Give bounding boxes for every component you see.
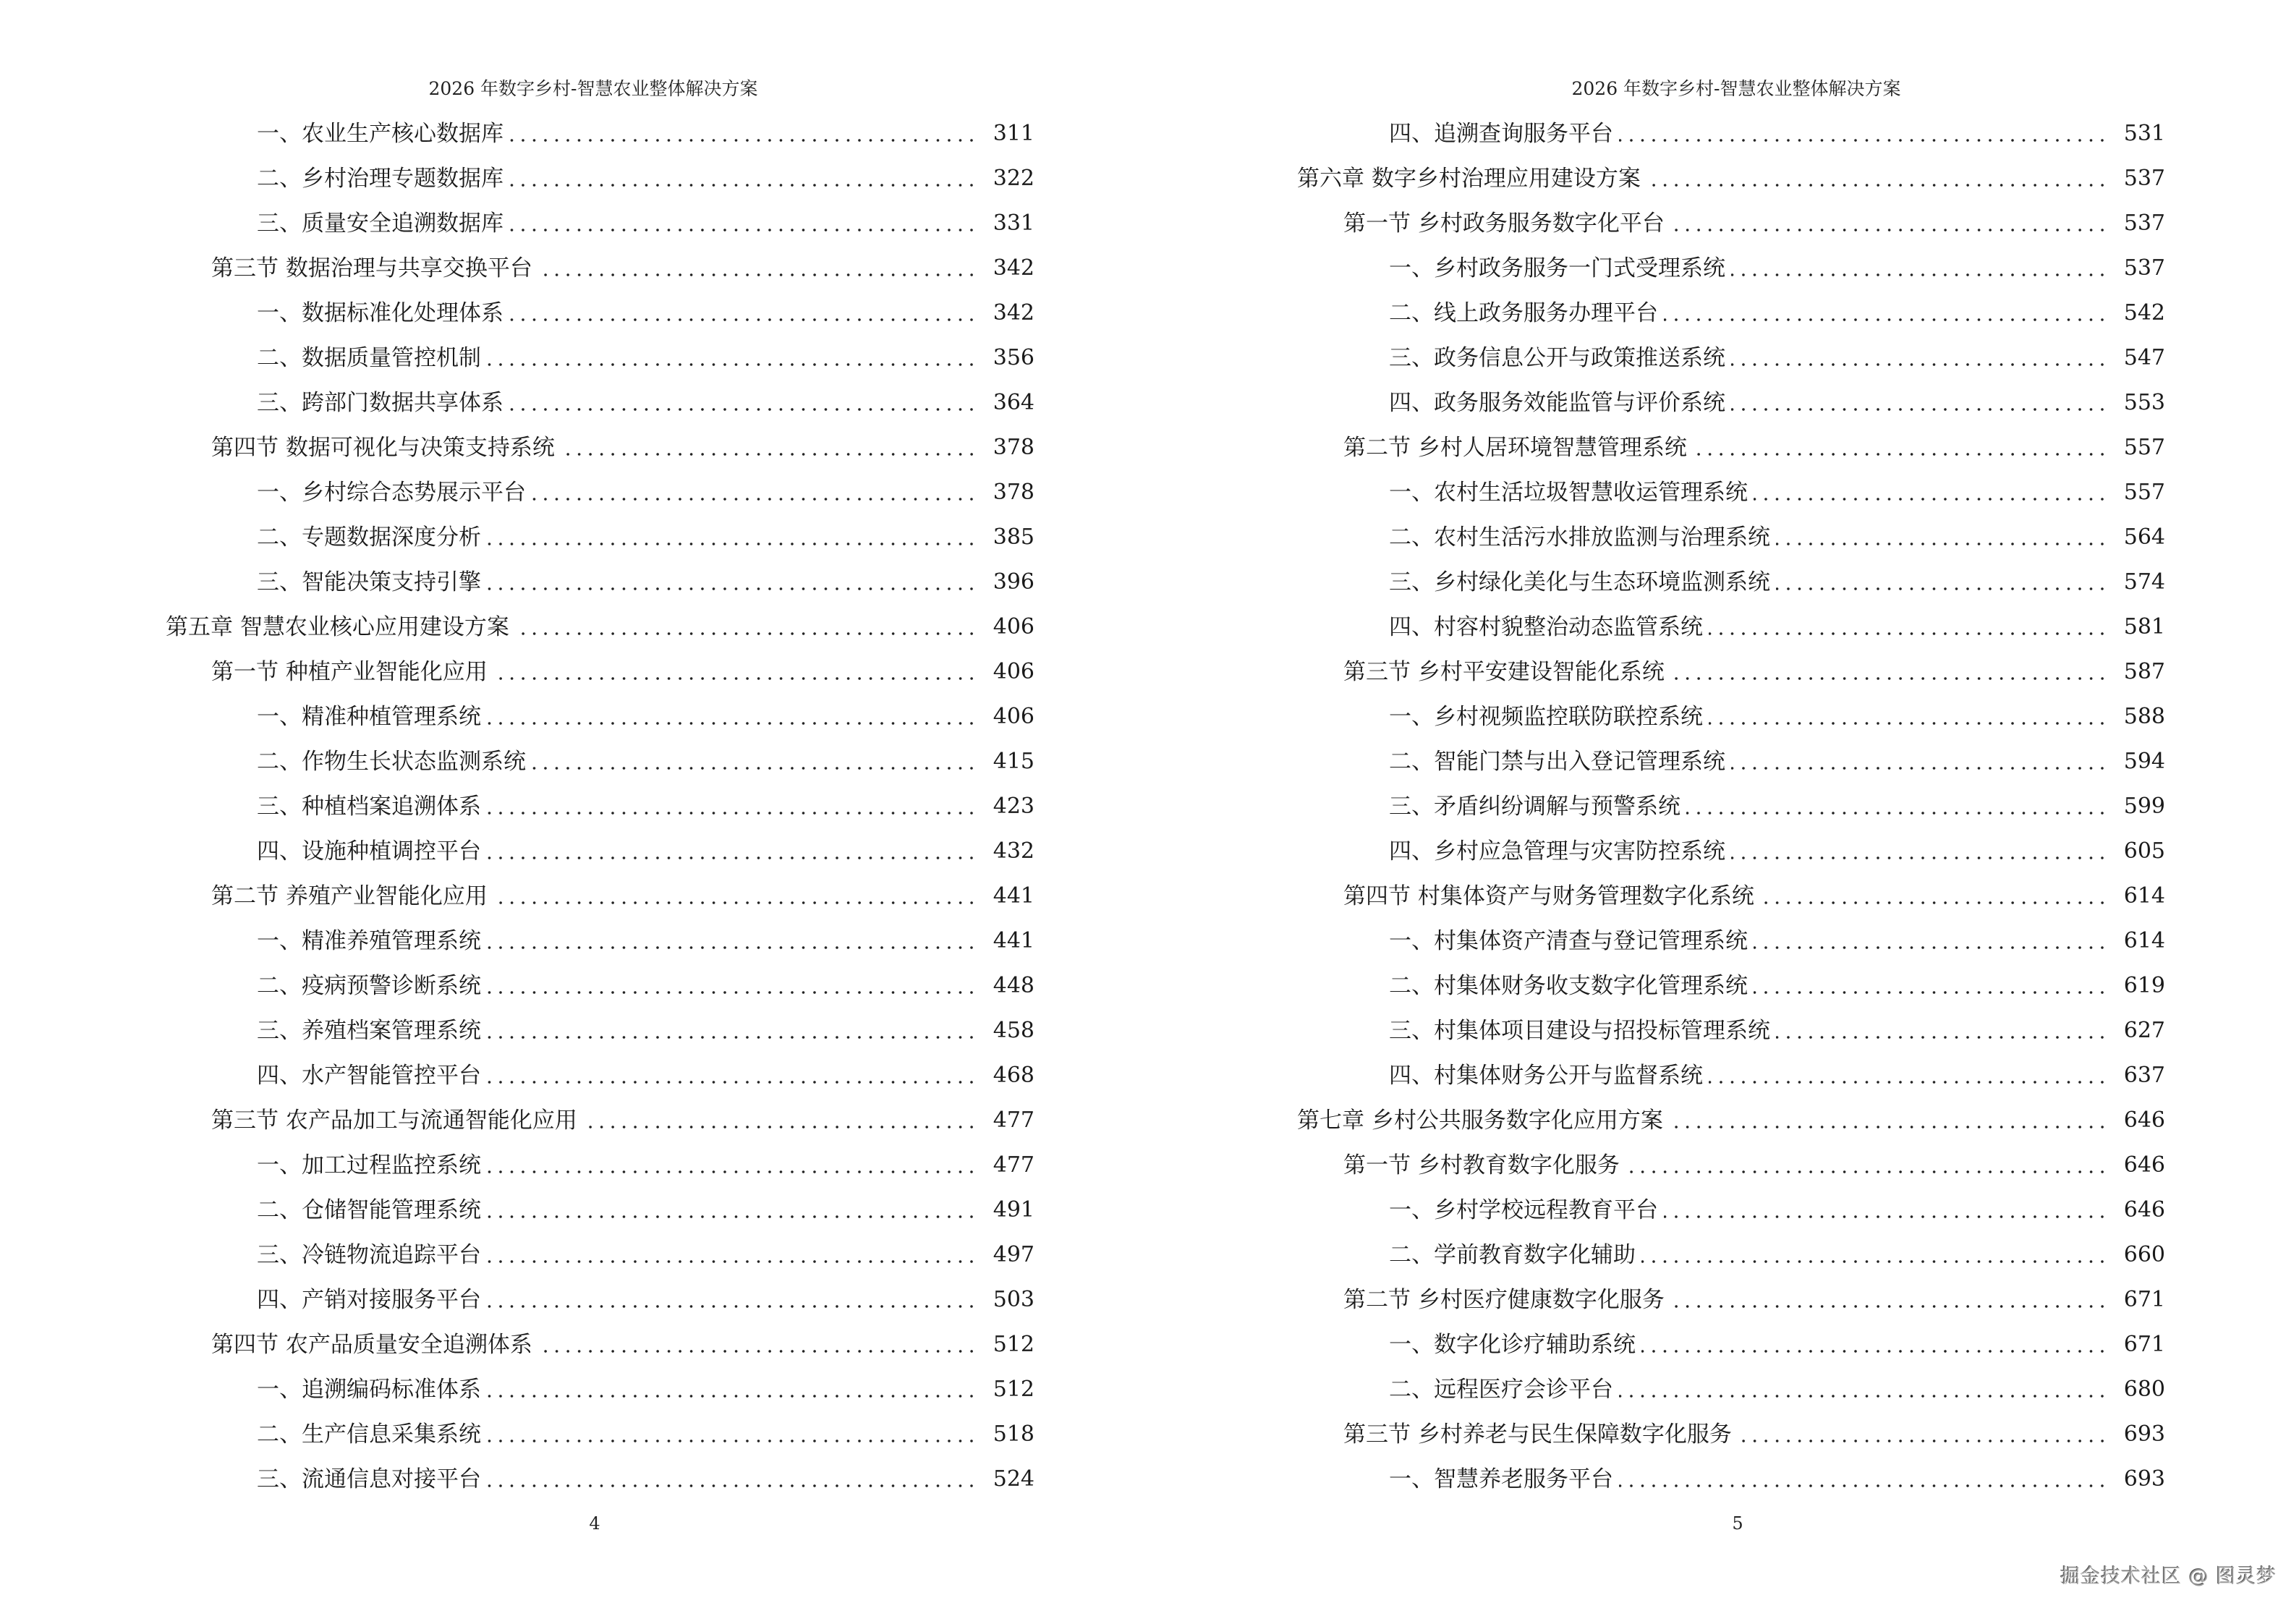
toc-entry-title: 四、乡村应急管理与灾害防控系统: [1389, 838, 1725, 864]
dot-leader: [487, 344, 977, 373]
dot-leader: [487, 927, 977, 956]
dot-leader: [1686, 792, 2108, 821]
toc-entry-item[interactable]: [1389, 739, 2165, 784]
toc-entry-section[interactable]: [1343, 874, 2165, 919]
dot-leader: [487, 1151, 977, 1180]
toc-entry-title: 一、乡村学校远程教育平台: [1389, 1197, 1658, 1223]
toc-entry-page-number: 497: [993, 1242, 1034, 1267]
toc-entry-item[interactable]: [1389, 515, 2165, 560]
toc-entry-item[interactable]: [1389, 784, 2165, 829]
dot-leader: [1754, 972, 2108, 1000]
toc-entry-item[interactable]: [257, 739, 1034, 784]
toc-entry-item[interactable]: [257, 1367, 1034, 1412]
toc-entry-page-number: 512: [993, 1377, 1034, 1402]
dot-leader: [1731, 388, 2108, 417]
toc-entry-page-number: 680: [2123, 1377, 2165, 1402]
dot-leader: [487, 523, 977, 552]
page-number: 4: [589, 1513, 600, 1534]
dot-leader: [583, 1106, 977, 1135]
dot-leader: [1619, 119, 2108, 148]
toc-entry-page-number: 693: [2123, 1466, 2165, 1492]
dot-leader: [493, 658, 977, 686]
toc-entry-item[interactable]: [1389, 1322, 2165, 1367]
toc-entry-title: 第一节 种植产业智能化应用: [211, 659, 488, 685]
dot-leader: [487, 972, 977, 1000]
dot-leader: [538, 254, 977, 283]
toc-entry-page-number: 356: [993, 345, 1034, 370]
dot-leader: [487, 837, 977, 866]
toc-entry-title: 第三节 数据治理与共享交换平台: [211, 255, 532, 281]
dot-leader: [1670, 1285, 2108, 1314]
toc-entry-page-number: 637: [2123, 1063, 2165, 1088]
toc-entry-item[interactable]: [1389, 829, 2165, 874]
toc-list: [1143, 0, 2286, 1624]
toc-entry-page-number: 406: [993, 614, 1034, 639]
toc-entry-item[interactable]: [1389, 336, 2165, 381]
watermark: 掘金技术社区 @ 图灵梦: [2060, 1565, 2277, 1588]
toc-entry-page-number: 448: [993, 973, 1034, 998]
toc-entry-title: 一、数字化诊疗辅助系统: [1389, 1332, 1636, 1358]
toc-entry-page-number: 574: [2123, 569, 2165, 595]
toc-entry-page-number: 537: [2123, 255, 2165, 281]
toc-entry-page-number: 477: [993, 1152, 1034, 1178]
toc-entry-title: 三、质量安全追溯数据库: [257, 211, 503, 237]
toc-entry-page-number: 557: [2123, 480, 2165, 505]
page-number: 5: [1732, 1513, 1743, 1534]
toc-entry-item[interactable]: [1389, 470, 2165, 515]
toc-entry-page-number: 547: [2123, 345, 2165, 370]
toc-entry-item[interactable]: [1389, 1053, 2165, 1098]
toc-entry-item[interactable]: [1389, 111, 2165, 156]
toc-entry-section[interactable]: [211, 650, 1034, 694]
toc-entry-title: 三、矛盾纠纷调解与预警系统: [1389, 794, 1680, 820]
toc-entry-page-number: 432: [993, 838, 1034, 864]
toc-entry-item[interactable]: [1389, 694, 2165, 739]
dot-leader: [1754, 927, 2108, 956]
dot-leader: [515, 613, 977, 642]
toc-entry-title: 一、乡村综合态势展示平台: [257, 480, 526, 506]
toc-entry-title: 二、线上政务服务办理平台: [1389, 300, 1658, 326]
toc-entry-item[interactable]: [257, 829, 1034, 874]
toc-entry-title: 二、村集体财务收支数字化管理系统: [1389, 973, 1748, 999]
running-header: 2026 年数字乡村-智慧农业整体解决方案: [1571, 78, 1901, 99]
dot-leader: [538, 1330, 977, 1359]
toc-entry-title: 一、农业生产核心数据库: [257, 121, 503, 147]
toc-entry-title: 第四节 村集体资产与财务管理数字化系统: [1343, 883, 1754, 909]
toc-entry-section[interactable]: [1343, 425, 2165, 470]
toc-entry-item[interactable]: [257, 919, 1034, 964]
dot-leader: [1619, 1465, 2108, 1494]
toc-entry-item[interactable]: [257, 1277, 1034, 1322]
toc-entry-item[interactable]: [257, 1412, 1034, 1457]
dot-leader: [1619, 1375, 2108, 1404]
toc-entry-item[interactable]: [1389, 964, 2165, 1008]
toc-entry-page-number: 619: [2123, 973, 2165, 998]
toc-entry-page-number: 512: [993, 1332, 1034, 1357]
toc-entry-title: 四、村容村貌整治动态监管系统: [1389, 614, 1703, 640]
toc-entry-page-number: 614: [2123, 928, 2165, 953]
dot-leader: [1670, 658, 2108, 686]
dot-leader: [487, 1375, 977, 1404]
toc-entry-item[interactable]: [257, 694, 1034, 739]
toc-entry-item[interactable]: [257, 1457, 1034, 1502]
toc-entry-title: 四、产销对接服务平台: [257, 1287, 481, 1313]
toc-entry-item[interactable]: [257, 111, 1034, 156]
toc-entry-page-number: 415: [993, 749, 1034, 774]
toc-entry-title: 第一节 乡村政务服务数字化平台: [1343, 211, 1665, 237]
toc-entry-page-number: 537: [2123, 166, 2165, 191]
toc-entry-page-number: 458: [993, 1018, 1034, 1043]
toc-entry-item[interactable]: [257, 1053, 1034, 1098]
toc-entry-page-number: 406: [993, 659, 1034, 684]
toc-entry-title: 四、村集体财务公开与监督系统: [1389, 1063, 1703, 1089]
toc-entry-title: 三、乡村绿化美化与生态环境监测系统: [1389, 569, 1770, 595]
toc-entry-page-number: 311: [993, 121, 1034, 146]
toc-entry-page-number: 605: [2123, 838, 2165, 864]
dot-leader: [487, 1196, 977, 1225]
toc-entry-title: 二、远程医疗会诊平台: [1389, 1377, 1613, 1403]
toc-entry-title: 二、仓储智能管理系统: [257, 1197, 481, 1223]
toc-entry-section[interactable]: [1343, 650, 2165, 694]
toc-entry-title: 三、政务信息公开与政策推送系统: [1389, 345, 1725, 371]
toc-entry-title: 一、精准养殖管理系统: [257, 928, 481, 954]
dot-leader: [1709, 1061, 2108, 1090]
toc-entry-page-number: 406: [993, 704, 1034, 729]
toc-entry-page-number: 614: [2123, 883, 2165, 909]
toc-entry-page-number: 364: [993, 390, 1034, 415]
toc-entry-title: 一、乡村视频监控联防联控系统: [1389, 704, 1703, 730]
toc-entry-page-number: 594: [2123, 749, 2165, 774]
toc-entry-page-number: 537: [2123, 211, 2165, 236]
toc-entry-page-number: 587: [2123, 659, 2165, 684]
dot-leader: [493, 882, 977, 911]
dot-leader: [1641, 1241, 2108, 1270]
toc-entry-chapter[interactable]: [1297, 156, 2165, 201]
toc-entry-page-number: 693: [2123, 1421, 2165, 1447]
toc-entry-title: 四、追溯查询服务平台: [1389, 121, 1613, 147]
toc-entry-title: 二、乡村治理专题数据库: [257, 166, 503, 192]
toc-entry-title: 第四节 数据可视化与决策支持系统: [211, 435, 555, 461]
toc-entry-title: 四、政务服务效能监管与评价系统: [1389, 390, 1725, 416]
dot-leader: [1760, 882, 2108, 911]
toc-entry-chapter[interactable]: [1297, 1098, 2165, 1143]
toc-entry-title: 一、加工过程监控系统: [257, 1152, 481, 1178]
toc-entry-title: 第二节 养殖产业智能化应用: [211, 883, 488, 909]
toc-entry-title: 二、生产信息采集系统: [257, 1421, 481, 1447]
toc-entry-item[interactable]: [257, 156, 1034, 201]
toc-entry-title: 一、数据标准化处理体系: [257, 300, 503, 326]
toc-entry-page-number: 378: [993, 480, 1034, 505]
toc-entry-section[interactable]: [1343, 1143, 2165, 1188]
dot-leader: [487, 1061, 977, 1090]
toc-page-right: [1143, 0, 2286, 1624]
toc-entry-item[interactable]: [1389, 605, 2165, 650]
toc-entry-page-number: 331: [993, 211, 1034, 236]
toc-entry-page-number: 660: [2123, 1242, 2165, 1267]
toc-entry-item[interactable]: [1389, 919, 2165, 964]
toc-entry-title: 第三节 乡村养老与民生保障数字化服务: [1343, 1421, 1732, 1447]
toc-entry-title: 第二节 乡村人居环境智慧管理系统: [1343, 435, 1687, 461]
toc-entry-item[interactable]: [1389, 1367, 2165, 1412]
toc-entry-page-number: 646: [2123, 1108, 2165, 1133]
toc-entry-title: 第六章 数字乡村治理应用建设方案: [1297, 166, 1641, 192]
toc-entry-page-number: 627: [2123, 1018, 2165, 1043]
toc-entry-item[interactable]: [257, 560, 1034, 605]
toc-entry-item[interactable]: [257, 381, 1034, 425]
toc-entry-title: 第一节 乡村教育数字化服务: [1343, 1152, 1620, 1178]
toc-entry-section[interactable]: [1343, 1277, 2165, 1322]
toc-entry-page-number: 322: [993, 166, 1034, 191]
toc-entry-page-number: 423: [993, 794, 1034, 819]
toc-entry-section[interactable]: [211, 425, 1034, 470]
dot-leader: [509, 299, 977, 328]
toc-entry-page-number: 385: [993, 524, 1034, 550]
dot-leader: [532, 478, 977, 507]
toc-entry-page-number: 468: [993, 1063, 1034, 1088]
toc-entry-item[interactable]: [257, 291, 1034, 336]
toc-entry-page-number: 477: [993, 1108, 1034, 1133]
toc-entry-title: 三、村集体项目建设与招投标管理系统: [1389, 1018, 1770, 1044]
toc-entry-page-number: 553: [2123, 390, 2165, 415]
toc-entry-title: 第七章 乡村公共服务数字化应用方案: [1297, 1108, 1663, 1134]
toc-entry-item[interactable]: [1389, 1457, 2165, 1502]
dot-leader: [1669, 1106, 2108, 1135]
toc-entry-item[interactable]: [257, 1233, 1034, 1277]
dot-leader: [487, 1465, 977, 1494]
dot-leader: [1731, 837, 2108, 866]
dot-leader: [1754, 478, 2108, 507]
toc-entry-page-number: 378: [993, 435, 1034, 460]
toc-entry-chapter[interactable]: [166, 605, 1034, 650]
toc-entry-item[interactable]: [257, 1188, 1034, 1233]
dot-leader: [1664, 1196, 2108, 1225]
toc-entry-item[interactable]: [1389, 381, 2165, 425]
toc-entry-page-number: 646: [2123, 1197, 2165, 1223]
toc-entry-title: 第三节 乡村平安建设智能化系统: [1343, 659, 1665, 685]
toc-entry-title: 二、数据质量管控机制: [257, 345, 481, 371]
toc-entry-item[interactable]: [257, 1008, 1034, 1053]
dot-leader: [509, 388, 977, 417]
toc-entry-page-number: 646: [2123, 1152, 2165, 1178]
dot-leader: [1731, 747, 2108, 776]
toc-entry-title: 一、农村生活垃圾智慧收运管理系统: [1389, 480, 1748, 506]
dot-leader: [1709, 702, 2108, 731]
toc-entry-item[interactable]: [257, 964, 1034, 1008]
toc-entry-page-number: 503: [993, 1287, 1034, 1312]
toc-entry-page-number: 581: [2123, 614, 2165, 639]
toc-entry-item[interactable]: [1389, 1008, 2165, 1053]
toc-entry-item[interactable]: [257, 515, 1034, 560]
toc-entry-title: 一、村集体资产清查与登记管理系统: [1389, 928, 1748, 954]
toc-entry-title: 第二节 乡村医疗健康数字化服务: [1343, 1287, 1665, 1313]
dot-leader: [487, 792, 977, 821]
dot-leader: [1626, 1151, 2108, 1180]
dot-leader: [532, 747, 977, 776]
dot-leader: [487, 702, 977, 731]
toc-entry-item[interactable]: [1389, 560, 2165, 605]
toc-entry-title: 三、冷链物流追踪平台: [257, 1242, 481, 1268]
dot-leader: [1731, 254, 2108, 283]
toc-entry-title: 一、精准种植管理系统: [257, 704, 481, 730]
toc-entry-title: 三、流通信息对接平台: [257, 1466, 481, 1492]
dot-leader: [1738, 1420, 2108, 1449]
toc-entry-title: 二、疫病预警诊断系统: [257, 973, 481, 999]
toc-entry-section[interactable]: [211, 1322, 1034, 1367]
dot-leader: [561, 433, 977, 462]
toc-entry-title: 第五章 智慧农业核心应用建设方案: [166, 614, 509, 640]
toc-entry-title: 一、追溯编码标准体系: [257, 1377, 481, 1403]
toc-entry-item[interactable]: [257, 336, 1034, 381]
dot-leader: [1664, 299, 2108, 328]
toc-entry-page-number: 491: [993, 1197, 1034, 1223]
toc-entry-page-number: 599: [2123, 794, 2165, 819]
toc-entry-title: 一、乡村政务服务一门式受理系统: [1389, 255, 1725, 281]
toc-entry-title: 二、专题数据深度分析: [257, 524, 481, 550]
dot-leader: [1670, 209, 2108, 238]
dot-leader: [1709, 613, 2108, 642]
toc-entry-section[interactable]: [211, 874, 1034, 919]
dot-leader: [487, 568, 977, 597]
dot-leader: [487, 1016, 977, 1045]
toc-entry-title: 第四节 农产品质量安全追溯体系: [211, 1332, 532, 1358]
toc-entry-title: 二、农村生活污水排放监测与治理系统: [1389, 524, 1770, 550]
toc-entry-section[interactable]: [1343, 201, 2165, 246]
toc-entry-title: 三、跨部门数据共享体系: [257, 390, 503, 416]
toc-entry-item[interactable]: [257, 784, 1034, 829]
toc-entry-page-number: 671: [2123, 1287, 2165, 1312]
toc-entry-section[interactable]: [1343, 1412, 2165, 1457]
toc-entry-page-number: 518: [993, 1421, 1034, 1447]
dot-leader: [1731, 344, 2108, 373]
dot-leader: [487, 1420, 977, 1449]
toc-entry-item[interactable]: [1389, 291, 2165, 336]
toc-entry-section[interactable]: [211, 246, 1034, 291]
toc-entry-page-number: 671: [2123, 1332, 2165, 1357]
dot-leader: [509, 119, 977, 148]
dot-leader: [1646, 164, 2108, 193]
toc-entry-page-number: 396: [993, 569, 1034, 595]
dot-leader: [509, 209, 977, 238]
running-header: 2026 年数字乡村-智慧农业整体解决方案: [428, 78, 758, 99]
toc-entry-title: 二、学前教育数字化辅助: [1389, 1242, 1636, 1268]
toc-entry-page-number: 542: [2123, 300, 2165, 326]
toc-entry-title: 第三节 农产品加工与流通智能化应用: [211, 1108, 577, 1134]
dot-leader: [487, 1285, 977, 1314]
toc-entry-item[interactable]: [257, 201, 1034, 246]
dot-leader: [1776, 1016, 2108, 1045]
toc-entry-title: 二、作物生长状态监测系统: [257, 749, 526, 775]
toc-entry-item[interactable]: [257, 1143, 1034, 1188]
toc-entry-item[interactable]: [1389, 1188, 2165, 1233]
toc-entry-title: 三、养殖档案管理系统: [257, 1018, 481, 1044]
dot-leader: [1776, 568, 2108, 597]
toc-entry-item[interactable]: [1389, 1233, 2165, 1277]
toc-entry-title: 四、水产智能管控平台: [257, 1063, 481, 1089]
toc-entry-section[interactable]: [211, 1098, 1034, 1143]
toc-entry-title: 二、智能门禁与出入登记管理系统: [1389, 749, 1725, 775]
toc-entry-page-number: 557: [2123, 435, 2165, 460]
toc-entry-title: 三、种植档案追溯体系: [257, 794, 481, 820]
toc-entry-title: 一、智慧养老服务平台: [1389, 1466, 1613, 1492]
dot-leader: [1776, 523, 2108, 552]
toc-entry-page-number: 441: [993, 883, 1034, 909]
dot-leader: [509, 164, 977, 193]
dot-leader: [1641, 1330, 2108, 1359]
toc-entry-item[interactable]: [1389, 246, 2165, 291]
toc-entry-item[interactable]: [257, 470, 1034, 515]
toc-entry-page-number: 342: [993, 255, 1034, 281]
toc-entry-page-number: 531: [2123, 121, 2165, 146]
toc-entry-title: 四、设施种植调控平台: [257, 838, 481, 864]
toc-entry-page-number: 564: [2123, 524, 2165, 550]
dot-leader: [1693, 433, 2108, 462]
toc-entry-page-number: 342: [993, 300, 1034, 326]
toc-entry-page-number: 524: [993, 1466, 1034, 1492]
dot-leader: [487, 1241, 977, 1270]
toc-entry-title: 三、智能决策支持引擎: [257, 569, 481, 595]
toc-entry-page-number: 588: [2123, 704, 2165, 729]
toc-entry-page-number: 441: [993, 928, 1034, 953]
